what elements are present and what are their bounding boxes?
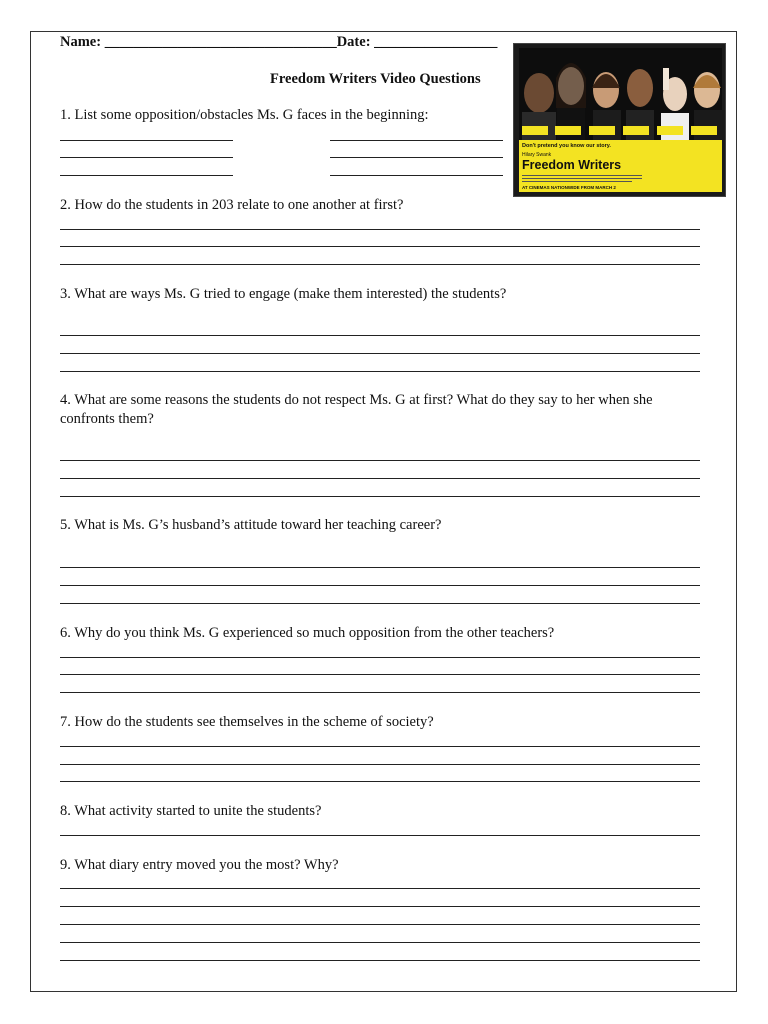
question-7: 7. How do the students see themselves in the scheme of society? [60, 714, 434, 730]
answer-line[interactable] [330, 157, 503, 158]
poster-release-date: AT CINEMAS NATIONWIDE FROM MARCH 2 [522, 185, 616, 190]
question-8: 8. What activity started to unite the students? [60, 803, 322, 819]
poster-faces-image [519, 48, 722, 140]
answer-line[interactable] [60, 264, 700, 265]
answer-line[interactable] [60, 603, 700, 604]
answer-line[interactable] [60, 157, 233, 158]
answer-line[interactable] [60, 960, 700, 961]
answer-line[interactable] [330, 140, 503, 141]
question-2: 2. How do the students in 203 relate to one another at first? [60, 197, 404, 213]
poster-star: Hilary Swank [522, 152, 552, 158]
answer-line[interactable] [60, 567, 700, 568]
answer-line[interactable] [60, 942, 700, 943]
answer-line[interactable] [60, 460, 700, 461]
answer-line[interactable] [60, 746, 700, 747]
poster-fine-print [522, 178, 642, 179]
answer-line[interactable] [60, 140, 233, 141]
question-4: 4. What are some reasons the students do not respect Ms. G at first? What do they say to her when she confronts them? [60, 392, 653, 427]
worksheet-title: Freedom Writers Video Questions [270, 71, 481, 87]
answer-line[interactable] [60, 764, 700, 765]
answer-line[interactable] [60, 585, 700, 586]
question-9: 9. What diary entry moved you the most? Why? [60, 857, 339, 873]
answer-line[interactable] [60, 175, 233, 176]
name-date-header [60, 34, 497, 51]
answer-line[interactable] [60, 371, 700, 372]
name-field[interactable]: Name: ________________________________ [60, 34, 337, 50]
poster-fine-print [522, 175, 642, 176]
answer-line[interactable] [60, 781, 700, 782]
answer-line[interactable] [60, 692, 700, 693]
answer-line[interactable] [60, 478, 700, 479]
answer-line[interactable] [60, 888, 700, 889]
answer-line[interactable] [60, 335, 700, 336]
answer-line[interactable] [60, 906, 700, 907]
answer-line[interactable] [60, 674, 700, 675]
answer-line[interactable] [60, 835, 700, 836]
question-3: 3. What are ways Ms. G tried to engage (make them interested) the students? [60, 286, 507, 302]
answer-line[interactable] [60, 246, 700, 247]
answer-line[interactable] [60, 353, 700, 354]
poster-title: Freedom Writers [522, 158, 622, 172]
poster-tagline: Don't pretend you know our story. [522, 143, 611, 149]
answer-line[interactable] [330, 175, 503, 176]
question-5: 5. What is Ms. G’s husband’s attitude toward her teaching career? [60, 517, 442, 533]
answer-line[interactable] [60, 924, 700, 925]
answer-line[interactable] [60, 229, 700, 230]
answer-line[interactable] [60, 657, 700, 658]
question-1: 1. List some opposition/obstacles Ms. G faces in the beginning: [60, 107, 429, 123]
poster-fine-print [522, 181, 632, 182]
question-6: 6. Why do you think Ms. G experienced so much opposition from the other teachers? [60, 625, 555, 641]
date-field[interactable]: Date: _________________ [336, 34, 498, 50]
answer-line[interactable] [60, 496, 700, 497]
